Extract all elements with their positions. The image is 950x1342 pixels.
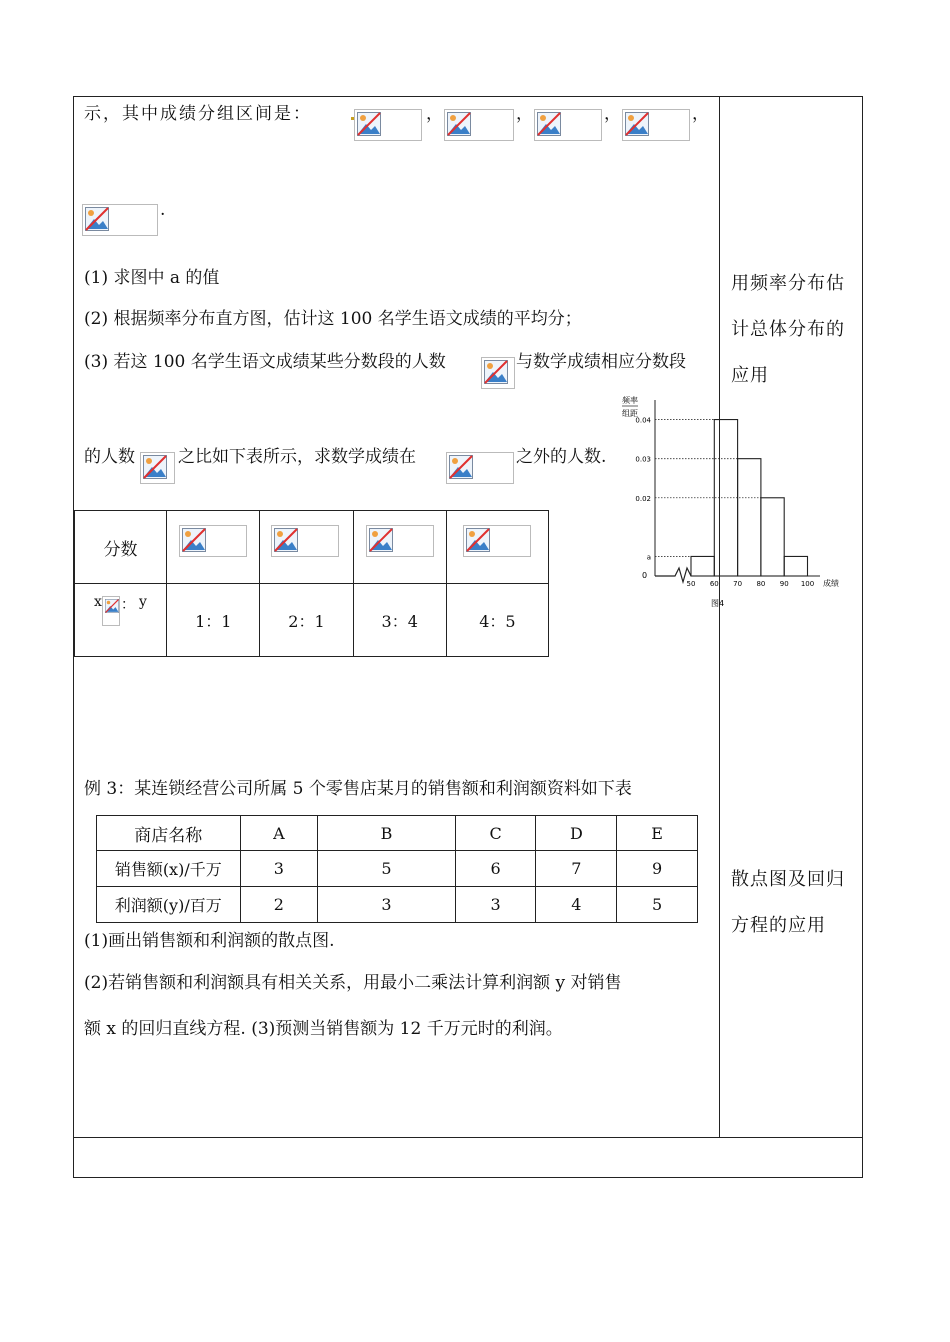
table-cell: 7 xyxy=(536,851,617,887)
table-cell: 9 xyxy=(617,851,698,887)
example-3-question-2: (2)若销售额和利润额具有相关关系，用最小二乘法计算利润额 y 对销售 xyxy=(84,973,622,993)
broken-image-icon xyxy=(481,357,515,389)
chart-origin-label: 0 xyxy=(642,571,648,580)
side-note-frequency: 用频率分布估计总体分布的应用 xyxy=(731,273,845,386)
question-2: (2) 根据频率分布直方图，估计这 100 名学生语文成绩的平均分； xyxy=(84,309,582,329)
y-tick-label: 0.03 xyxy=(635,455,651,464)
broken-image-icon xyxy=(271,525,339,557)
broken-image-icon xyxy=(622,109,690,141)
broken-image-icon xyxy=(444,109,514,141)
comma-2: ， xyxy=(516,104,533,124)
broken-image-icon xyxy=(179,525,247,557)
ratio-label-y: y xyxy=(139,594,147,610)
broken-image-icon xyxy=(534,109,602,141)
ratio-cell: 3：4 xyxy=(353,584,446,657)
ratio-cell: 1：1 xyxy=(167,584,260,657)
table-cell: 5 xyxy=(617,887,698,923)
x-tick-label: 80 xyxy=(756,580,766,588)
x-tick-label: 70 xyxy=(733,580,743,588)
histogram-bar xyxy=(784,556,807,576)
ratio-label-sep: ： xyxy=(121,597,135,613)
question-3-part-b: 与数学成绩相应分数段 xyxy=(516,352,686,372)
ratio-table xyxy=(74,510,549,657)
example-3-title: 例 3：某连锁经营公司所属 5 个零售店某月的销售额和利润额资料如下表 xyxy=(84,779,632,799)
chart-xlabel: 成绩 xyxy=(823,579,839,588)
broken-image-icon xyxy=(140,452,175,484)
store-table xyxy=(96,815,698,923)
side-note-scatter: 散点图及回归方程的应用 xyxy=(731,869,845,936)
question-3-part-a: (3) 若这 100 名学生语文成绩某些分数段的人数 xyxy=(84,352,446,372)
question-3-part-e: 之外的人数. xyxy=(516,447,607,467)
x-tick-label: 50 xyxy=(686,580,696,588)
table-cell: 5 xyxy=(318,851,456,887)
histogram-bar xyxy=(761,498,784,576)
ratio-label-x: x xyxy=(94,594,102,610)
score-range-cell xyxy=(260,511,353,584)
broken-image-icon xyxy=(463,525,531,557)
ratio-table-header: 分数 xyxy=(75,511,167,584)
ratio-cell: 4：5 xyxy=(446,584,548,657)
score-range-cell xyxy=(353,511,446,584)
table-cell: 2 xyxy=(240,887,318,923)
question-3-part-d: 之比如下表所示，求数学成绩在 xyxy=(178,447,416,467)
broken-image-icon xyxy=(366,525,434,557)
broken-image-icon xyxy=(354,109,422,141)
store-table-header: B xyxy=(318,816,456,851)
store-table-header: C xyxy=(455,816,536,851)
x-tick-label: 60 xyxy=(709,580,719,588)
histogram-bar xyxy=(738,459,761,576)
intro-line: 示，其中成绩分组区间是： xyxy=(84,104,312,124)
table-cell: 3 xyxy=(240,851,318,887)
broken-image-icon xyxy=(102,596,120,626)
comma-1: ， xyxy=(426,104,443,124)
row-label-profit: 利润额(y)/百万 xyxy=(97,887,241,923)
row-label-sales: 销售额(x)/千万 xyxy=(97,851,241,887)
store-table-header: 商店名称 xyxy=(97,816,241,851)
chart-ylabel-top: 频率 xyxy=(622,396,638,405)
period: . xyxy=(160,200,166,220)
row-divider xyxy=(73,1137,863,1138)
comma-3: ， xyxy=(604,104,621,124)
y-tick-label: 0.02 xyxy=(635,494,651,503)
broken-image-icon xyxy=(446,452,514,484)
store-table-header: E xyxy=(617,816,698,851)
ratio-cell: 2：1 xyxy=(260,584,353,657)
table-cell: 4 xyxy=(536,887,617,923)
x-tick-label: 90 xyxy=(779,580,789,588)
store-table-header: A xyxy=(240,816,318,851)
column-divider xyxy=(719,96,720,1138)
frequency-histogram xyxy=(620,392,850,614)
chart-ylabel-bottom: 组距 xyxy=(622,409,638,418)
comma-4: ， xyxy=(692,104,709,124)
score-range-cell xyxy=(446,511,548,584)
question-3-part-c: 的人数 xyxy=(84,447,135,467)
table-cell: 3 xyxy=(455,887,536,923)
histogram-bar xyxy=(691,556,714,576)
broken-image-icon xyxy=(82,204,158,236)
chart-caption: 图4 xyxy=(711,599,725,608)
ratio-row-label xyxy=(75,584,167,657)
score-range-cell xyxy=(167,511,260,584)
x-tick-label: 100 xyxy=(800,580,815,588)
table-cell: 6 xyxy=(455,851,536,887)
example-3-question-3: 额 x 的回归直线方程. (3)预测当销售额为 12 千万元时的利润。 xyxy=(84,1019,563,1039)
example-3-question-1: (1)画出销售额和利润额的散点图. xyxy=(84,931,335,951)
question-1: (1) 求图中 a 的值 xyxy=(84,268,220,288)
y-tick-label: a xyxy=(646,553,651,562)
store-table-header: D xyxy=(536,816,617,851)
y-tick-label: 0.04 xyxy=(635,416,651,425)
table-cell: 3 xyxy=(318,887,456,923)
